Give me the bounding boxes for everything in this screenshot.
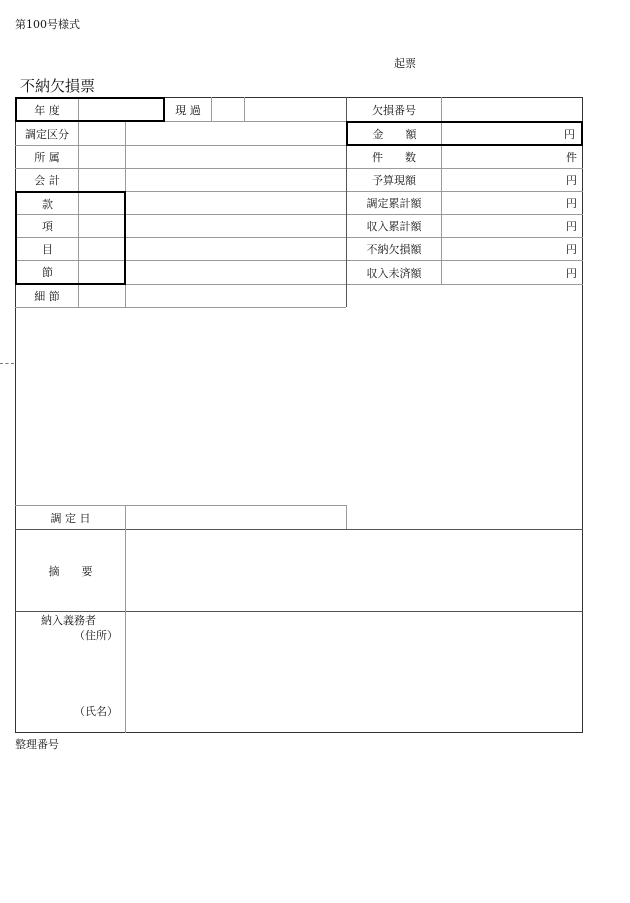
genka-extra-field[interactable] [245, 98, 346, 121]
saisetsu-label: 細 節 [34, 290, 60, 303]
shimei-label: （氏名） [74, 705, 118, 718]
fold-mark [0, 363, 14, 364]
genka-label: 現 過 [175, 103, 201, 117]
saisetsu-code-field[interactable] [79, 285, 125, 307]
chotei-bi-field[interactable] [126, 506, 346, 529]
seiri-bango-label: 整理番号 [15, 738, 59, 751]
nendo-label: 年 度 [34, 103, 60, 117]
tekiyo-label: 摘 要 [48, 564, 93, 578]
chotei-bi-label: 調 定 日 [50, 511, 91, 525]
chotei-ruikei-unit: 円 [566, 197, 577, 210]
kaikei-label: 会 計 [34, 174, 60, 187]
shunyu-ruikei-unit: 円 [566, 220, 577, 233]
nonyu-gimusha-field[interactable] [126, 612, 582, 732]
moku-field[interactable] [127, 238, 346, 260]
kensu-field[interactable] [442, 146, 583, 168]
kou-field[interactable] [127, 215, 346, 237]
voucher-label: 起票 [394, 57, 416, 70]
setsu-label: 節 [42, 266, 53, 279]
shunyu-ruikei-field[interactable] [442, 215, 583, 237]
yosan-gengaku-unit: 円 [566, 174, 577, 187]
kingaku-unit: 円 [564, 127, 575, 141]
form-title: 不納欠損票 [20, 77, 96, 95]
kaikei-code-field[interactable] [79, 169, 125, 191]
tekiyo-field[interactable] [126, 530, 582, 611]
chotei-kubun-label: 調定区分 [25, 127, 69, 141]
kingaku-label: 金 額 [372, 127, 417, 141]
shunyu-mizumi-unit: 円 [566, 266, 577, 280]
funou-kesson-unit: 円 [566, 243, 577, 256]
form-number: 第100号様式 [15, 18, 80, 31]
shunyu-mizumi-label: 収入未済額 [366, 266, 422, 280]
col-line [346, 505, 347, 529]
nendo-field[interactable] [79, 99, 163, 120]
shozoku-code-field[interactable] [79, 146, 125, 168]
shunyu-mizumi-field[interactable] [442, 261, 583, 284]
kan-field[interactable] [127, 192, 346, 214]
kaikei-field[interactable] [126, 169, 346, 191]
shunyu-ruikei-label: 収入累計額 [366, 220, 422, 233]
chotei-kubun-field[interactable] [126, 122, 346, 145]
blank-area [16, 308, 583, 505]
kou-label: 項 [42, 220, 53, 233]
funou-kesson-label: 不納欠損額 [366, 243, 422, 256]
yosan-gengaku-label: 予算現額 [372, 174, 416, 187]
chotei-kubun-code-field[interactable] [79, 122, 125, 145]
chotei-ruikei-field[interactable] [442, 192, 583, 214]
kensu-label: 件 数 [372, 151, 416, 164]
setsu-field[interactable] [127, 261, 346, 284]
kensu-unit: 件 [566, 151, 577, 164]
shozoku-label: 所 属 [34, 151, 60, 164]
funou-kesson-field[interactable] [442, 238, 583, 260]
shozoku-field[interactable] [126, 146, 346, 168]
kesson-bango-label: 欠損番号 [372, 103, 416, 117]
kingaku-field[interactable] [442, 123, 581, 144]
yosan-gengaku-field[interactable] [442, 169, 583, 191]
jusho-label: （住所） [74, 629, 118, 642]
moku-code-field[interactable] [79, 238, 124, 260]
kan-code-field[interactable] [79, 193, 124, 214]
genka-field[interactable] [212, 98, 244, 121]
kou-code-field[interactable] [79, 215, 124, 237]
chotei-ruikei-label: 調定累計額 [366, 197, 422, 210]
nonyu-gimusha-label: 納入義務者 [41, 614, 96, 627]
kesson-bango-field[interactable] [442, 98, 582, 121]
moku-label: 目 [42, 243, 53, 256]
setsu-code-field[interactable] [79, 261, 124, 283]
saisetsu-field[interactable] [126, 285, 346, 307]
kan-label: 款 [42, 197, 53, 211]
